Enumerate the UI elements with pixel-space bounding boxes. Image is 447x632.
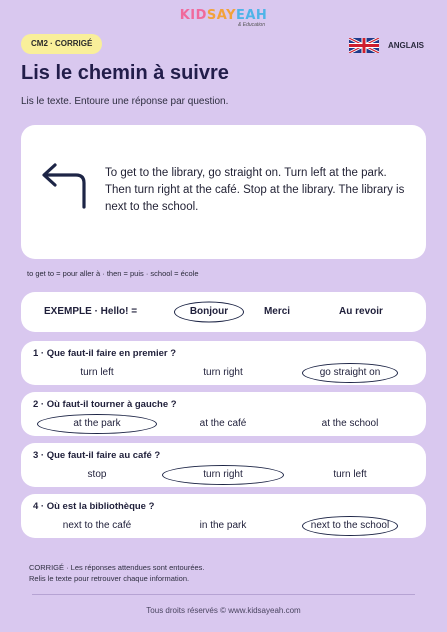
example-option[interactable]: Au revoir	[339, 306, 383, 317]
story-card	[21, 125, 426, 259]
answer-option[interactable]: at the school	[321, 418, 379, 429]
answer-option[interactable]: next to the school	[310, 520, 390, 531]
answer-option[interactable]: turn right	[203, 367, 243, 378]
divider	[32, 594, 415, 595]
answer-option[interactable]: at the park	[73, 418, 121, 429]
example-option[interactable]: Bonjour	[189, 306, 229, 317]
answer-option[interactable]: at the café	[199, 418, 247, 429]
answer-option[interactable]: go straight on	[319, 367, 381, 378]
answer-option[interactable]: in the park	[199, 520, 247, 531]
page-title: Lis le chemin à suivre	[21, 62, 229, 84]
answer-option[interactable]: turn left	[80, 367, 114, 378]
question-card-1	[21, 341, 426, 385]
logo-tagline: & Education	[238, 22, 265, 28]
example-card	[21, 292, 426, 332]
logo-part-kid: KID	[179, 8, 207, 23]
story-text: To get to the library, go straight on. Turn left at the park. Then turn right at the café. Stop at the library. The library is next to the school.	[105, 167, 405, 213]
turn-left-arrow-icon	[37, 163, 93, 209]
level-badge: CM2 · CORRIGÉ	[21, 34, 102, 54]
uk-flag-icon	[349, 38, 379, 53]
answer-note	[29, 562, 205, 584]
answer-option[interactable]: turn left	[333, 469, 367, 480]
logo-part-say: SAY	[206, 8, 236, 23]
example-option[interactable]: Merci	[263, 306, 291, 317]
question-label: 1 · Que faut-il faire en premier ?	[33, 348, 177, 359]
question-card-2	[21, 392, 426, 436]
glossary: to get to = pour aller à · then = puis · school = école	[27, 269, 199, 278]
question-label: 3 · Que faut-il faire au café ?	[33, 450, 161, 461]
brand-logo	[0, 8, 447, 23]
logo-part-eah: EAH	[235, 8, 268, 23]
example-label: EXEMPLE · Hello! =	[44, 306, 138, 317]
answer-note-line: Relis le texte pour retrouver chaque information.	[29, 574, 190, 583]
question-label: 4 · Où est la bibliothèque ?	[33, 501, 155, 512]
footer-copyright: Tous droits réservés © www.kidsayeah.com	[146, 606, 301, 615]
answer-option[interactable]: turn right	[203, 469, 243, 480]
subject-label: ANGLAIS	[388, 41, 424, 50]
question-card-4	[21, 494, 426, 538]
answer-option[interactable]: next to the café	[62, 520, 132, 531]
answer-note-line: CORRIGÉ · Les réponses attendues sont entourées.	[29, 563, 205, 572]
question-card-3	[21, 443, 426, 487]
answer-option[interactable]: stop	[87, 469, 107, 480]
question-label: 2 · Où faut-il tourner à gauche ?	[33, 399, 177, 410]
instruction-text: Lis le texte. Entoure une réponse par question.	[21, 96, 229, 107]
